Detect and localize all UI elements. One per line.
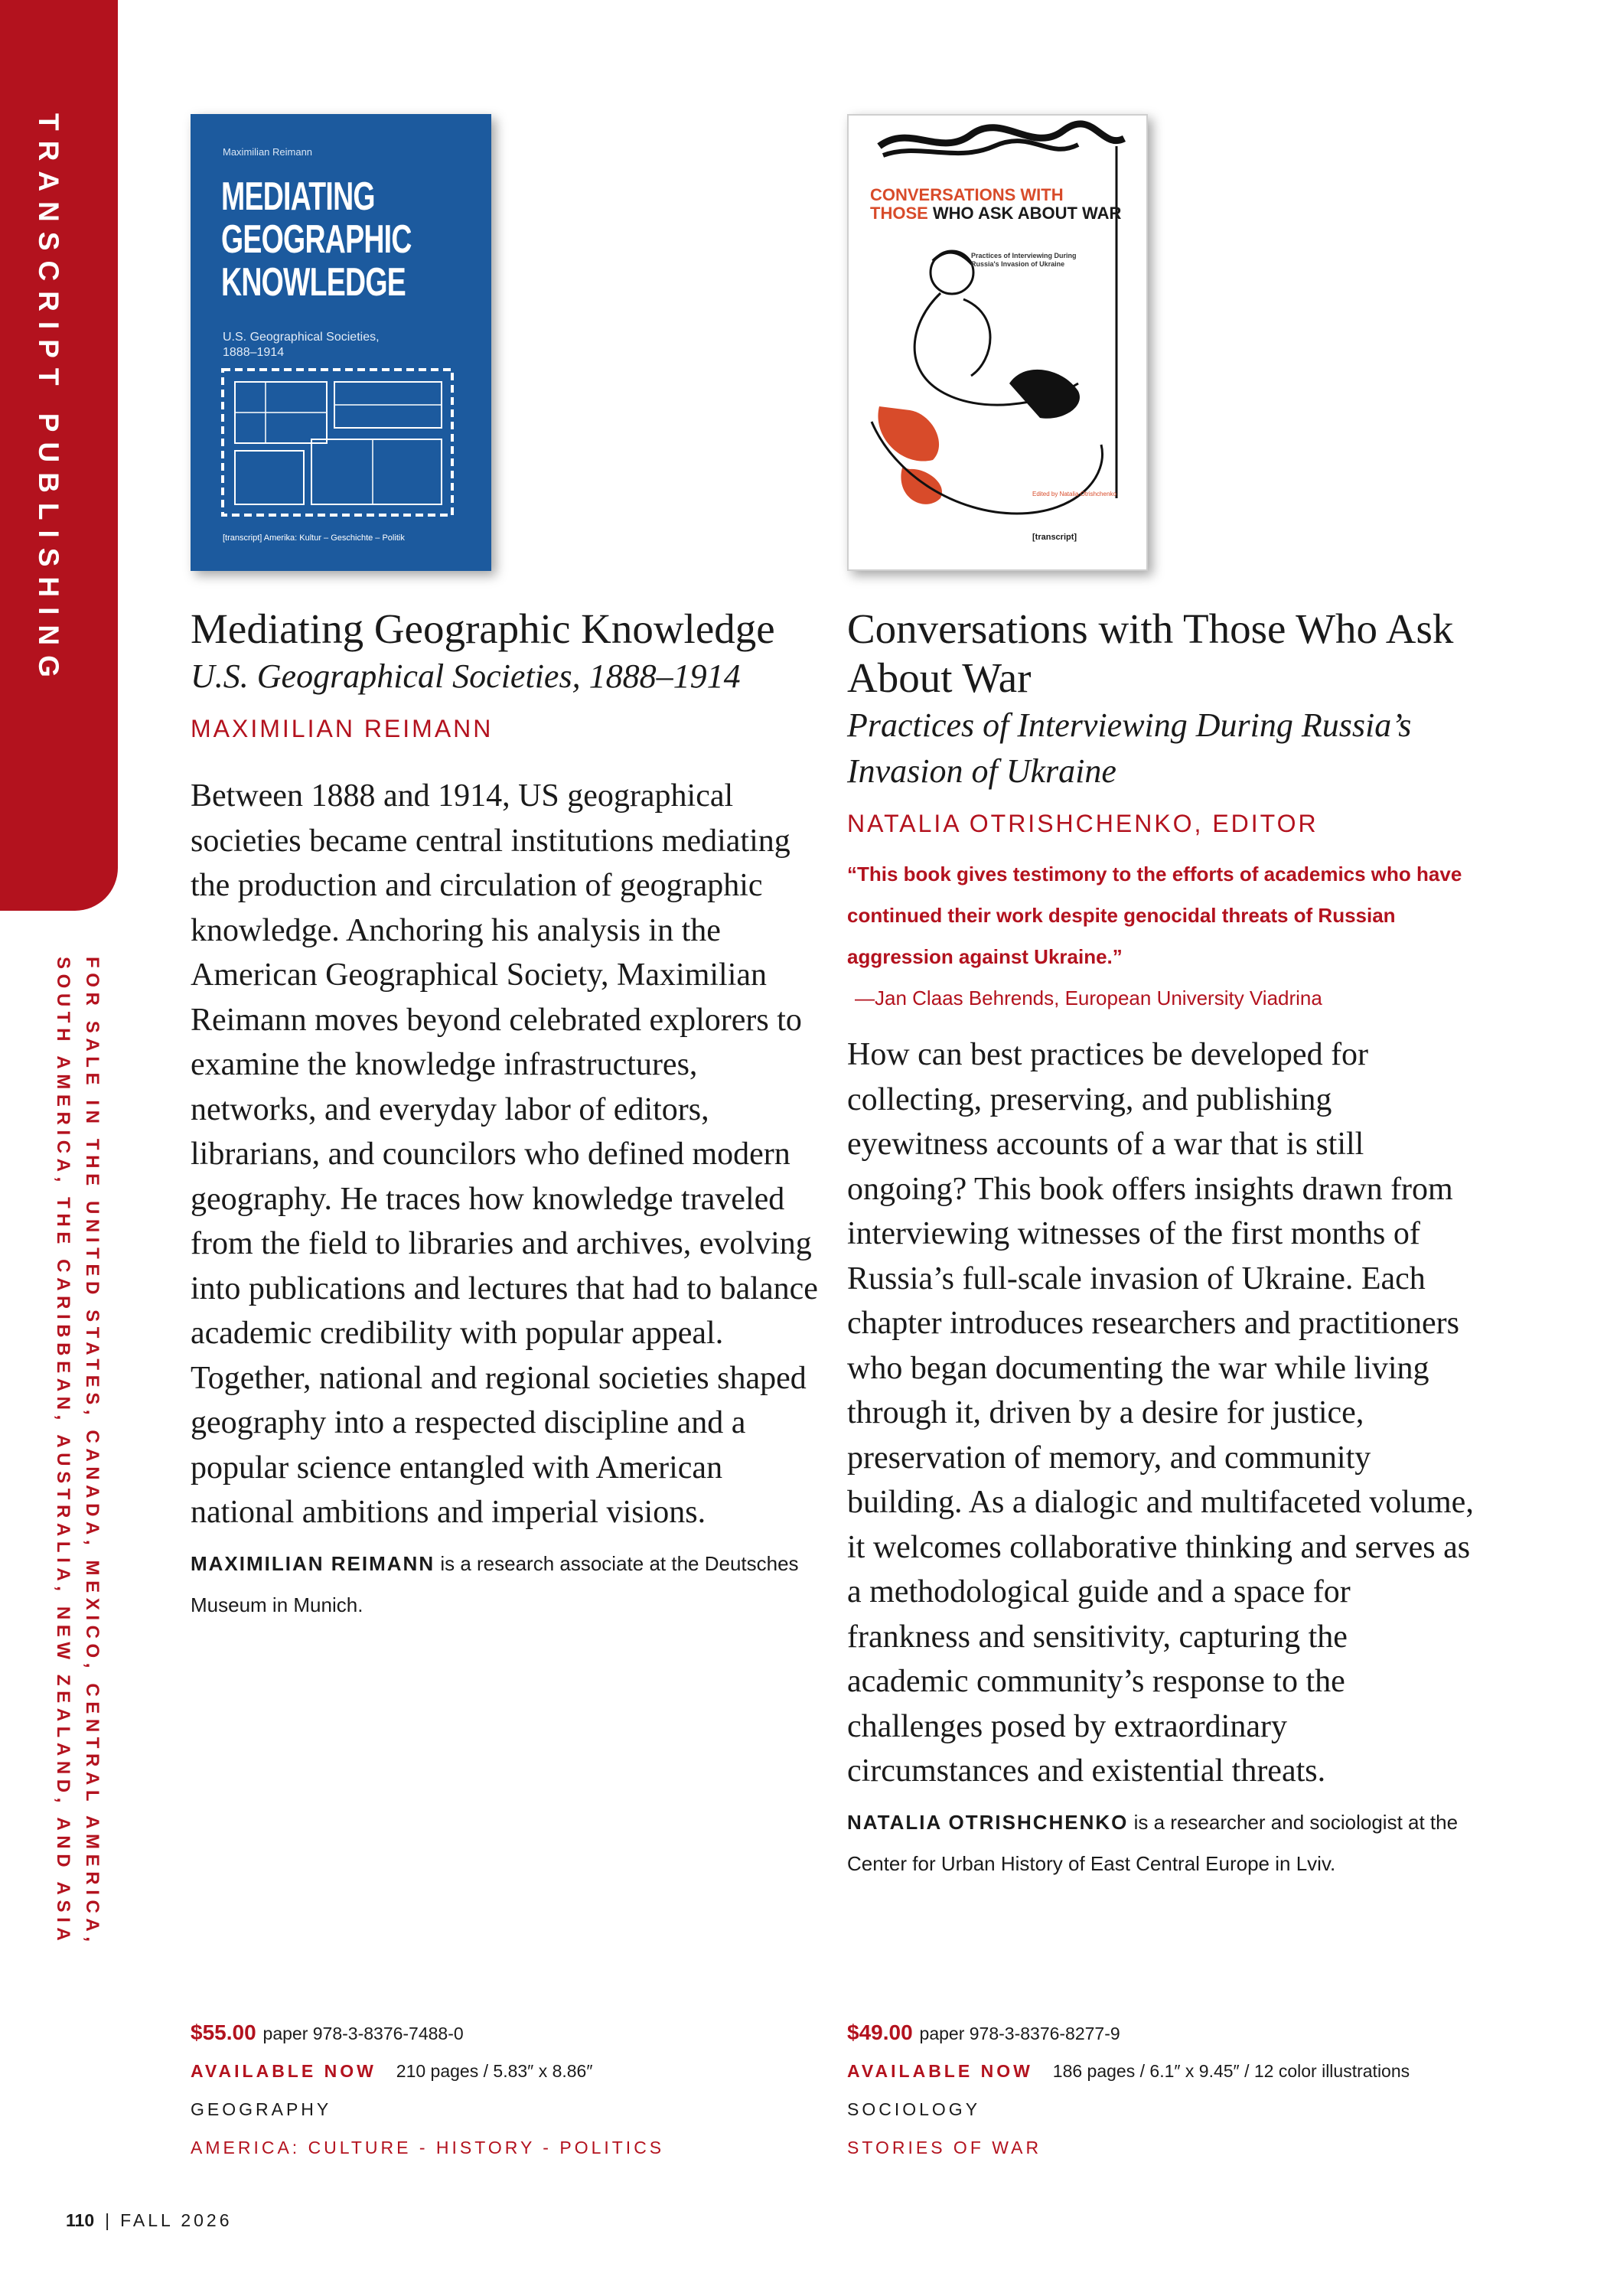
author-bio [191, 1543, 818, 1626]
cover-title: CONVERSATIONS WITH THOSE WHO ASK ABOUT WAR [870, 185, 1122, 223]
book-author: NATALIA OTRISHCHENKO, EDITOR [847, 810, 1319, 837]
sales-territory-line-2: SOUTH AMERICA, THE CARIBBEAN, AUSTRALIA, NEW ZEALAND, AND ASIA [53, 957, 73, 1946]
cover-subtitle: Practices of Interviewing During Russia's Invasion of Ukraine [971, 252, 1077, 268]
book-title: Conversations with Those Who Ask About War [847, 605, 1454, 701]
cover-title: MEDIATING GEOGRAPHIC KNOWLEDGE [221, 174, 412, 305]
book-author: MAXIMILIAN REIMANN [191, 715, 494, 742]
endorsement-attribution: —Jan Claas Behrends, European University Viadrina [855, 987, 1322, 1009]
author-bio-name: NATALIA OTRISHCHENKO [847, 1810, 1129, 1834]
format-isbn: paper 978-3-8376-7488-0 [262, 2024, 464, 2043]
book-description: How can best practices be developed for collecting, preserving, and publishing eyewitness accounts of a war that is still ongoing? This book offers insights drawn from interviewing witnesses of the first months of Russia’s full-scale invasion of Ukraine. Each chapter introduces researchers and practitioners who began documenting the war while living through it, driven by a desire for justice, preservation of memory, and community building. As a dialogic and multifaceted volume, it welcomes collaborative thinking and serves as a methodological guide and a space for frankness and sensitivity, capturing the academic community’s response to the challenges posed by extraordinary circumstances and existential threats. [847, 1037, 1474, 1789]
cover-footer: [transcript] Amerika: Kultur – Geschichte – Politik [223, 533, 405, 543]
page-specs: 186 pages / 6.1″ x 9.45″ / 12 color illustrations [1052, 2061, 1410, 2081]
page-specs: 210 pages / 5.83″ x 8.86″ [396, 2061, 593, 2081]
subject-category: SOCIOLOGY [847, 2099, 981, 2119]
publisher-name: TRANSCRIPT PUBLISHING [33, 113, 64, 687]
book-entry-1 [191, 605, 818, 1626]
sales-territory-line-1: FOR SALE IN THE UNITED STATES, CANADA, MEXICO, CENTRAL AMERICA, [82, 957, 103, 1947]
author-bio-text: is a researcher and sociologist at the Center for Urban History of East Central Europe in Lviv. [847, 1810, 1459, 1875]
footer-separator: | [105, 2210, 110, 2230]
author-bio-name: MAXIMILIAN REIMANN [191, 1551, 435, 1575]
book-description: Between 1888 and 1914, US geographical societies became central institutions mediating the production and circulation of geographic knowledge. Anchoring his analysis in the American Geographical Society, Maximilian Reimann moves beyond celebrated explorers to examine the knowledge infrastructures, networks, and everyday labor of editors, librarians, and councilors who defined modern geography. He traces how knowledge traveled from the field to libraries and archives, evolving into publications and lectures that had to balance academic credibility with popular appeal. Together, national and regional societies shaped geography into a respected discipline and a popular science entangled with American national ambitions and imperial visions. [191, 778, 818, 1530]
subject-category: GEOGRAPHY [191, 2099, 332, 2119]
series-name: AMERICA: CULTURE - HISTORY - POLITICS [191, 2138, 665, 2157]
endorsement-quote: “This book gives testimony to the efforts of academics who have continued their work despite genocidal threats of Russian aggression against Ukraine.” [847, 863, 1462, 968]
book-subtitle: Practices of Interviewing During Russia’s Invasion of Ukraine [847, 706, 1412, 790]
cover-subtitle: U.S. Geographical Societies, 1888–1914 [223, 331, 380, 359]
cover-editor: Edited by Natalia Otrishchenko [1032, 491, 1116, 497]
format-isbn: paper 978-3-8376-8277-9 [919, 2024, 1120, 2043]
cover-publisher: [transcript] [1032, 533, 1077, 542]
book-title: Mediating Geographic Knowledge [191, 605, 775, 652]
book-subtitle: U.S. Geographical Societies, 1888–1914 [191, 657, 741, 695]
book-specs-1 [191, 2020, 818, 2174]
price: $55.00 [191, 2020, 256, 2044]
cover-illustration [849, 116, 1148, 571]
book-entry-2 [847, 605, 1475, 1884]
author-bio-text: is a research associate at the Deutsches Museum in Munich. [191, 1551, 799, 1616]
book-cover-conversations-with-those-who-ask-about-war[interactable] [847, 114, 1148, 571]
price: $49.00 [847, 2020, 913, 2044]
book-cover-mediating-geographic-knowledge[interactable] [191, 114, 491, 571]
book-specs-2 [847, 2020, 1536, 2174]
cover-author: Maximilian Reimann [223, 146, 313, 158]
page-number: 110 [66, 2210, 95, 2230]
catalog-season: FALL 2026 [120, 2210, 233, 2230]
author-bio [847, 1802, 1475, 1884]
floor-plan-illustration [220, 367, 457, 520]
availability-status: AVAILABLE NOW [191, 2061, 376, 2081]
series-name: STORIES OF WAR [847, 2138, 1042, 2157]
availability-status: AVAILABLE NOW [847, 2061, 1033, 2081]
page-footer [66, 2210, 233, 2231]
